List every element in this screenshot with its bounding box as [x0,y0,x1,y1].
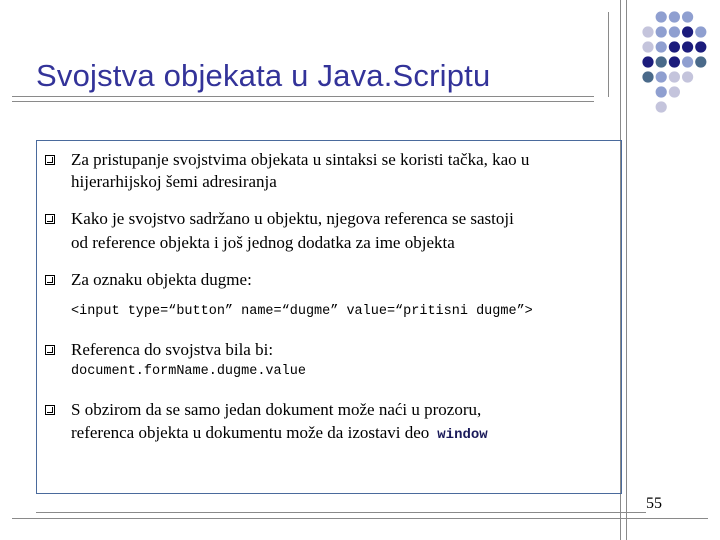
decor-dot [642,41,653,52]
bullet-3-code: <input type=“button” name=“dugme” value=“pritisni dugme”> [71,304,533,319]
decor-dot [656,71,667,82]
decor-dot [656,86,667,97]
decor-vertical-line-3 [626,0,627,540]
footer-line-top [36,512,646,513]
decor-dot [682,26,693,37]
decor-dot [695,56,706,67]
decor-dot [682,56,693,67]
bullet-3-line-1: Za oznaku objekta dugme: [71,270,252,289]
decor-dot [695,41,706,52]
bullet-1-checkbox-icon [45,155,55,165]
decor-vertical-line-1 [608,12,609,97]
bullet-5-checkbox-icon [45,405,55,415]
decor-dot [695,26,706,37]
window-keyword: window [437,427,488,443]
bullet-2-line-2: od reference objekta i još jednog dodatka za ime objekta [71,233,455,252]
bullet-2-checkbox-icon [45,214,55,224]
content-box [36,140,622,494]
decor-dot [669,86,680,97]
bullet-2-line-1: Kako je svojstvo sadržano u objektu, njegova referenca se sastoji [71,209,514,228]
decor-dot [642,56,653,67]
decor-dot [669,41,680,52]
bullet-5-line-2: referenca objekta u dokumentu može da izostavi deo [71,423,430,442]
decor-dot [656,101,667,112]
decor-dot [682,71,693,82]
bullet-1-line-1: Za pristupanje svojstvima objekata u sintaksi se koristi tačka, kao u [71,150,530,169]
bullet-3-checkbox-icon [45,275,55,285]
decor-dot [669,71,680,82]
title-underline-bottom [12,101,594,102]
bullet-5-line-1: S obzirom da se samo jedan dokument može naći u prozoru, [71,400,482,419]
decor-dot-grid [640,10,720,120]
decor-dot [642,71,653,82]
bullet-4-checkbox-icon [45,345,55,355]
title-underline-top [12,96,594,97]
decor-dot [669,56,680,67]
bullet-4-code: document.formName.dugme.value [71,364,306,379]
decor-dot [656,41,667,52]
decor-dot [682,11,693,22]
decor-dot [656,11,667,22]
decor-dot [642,26,653,37]
decor-dot [669,11,680,22]
decor-dot [656,56,667,67]
slide-title: Svojstva objekata u Java.Scriptu [36,58,491,93]
decor-dot [656,26,667,37]
decor-dot [669,26,680,37]
bullet-4-line-1: Referenca do svojstva bila bi: [71,340,274,359]
footer-line-bottom [12,518,708,519]
bullet-5-line-2-wrap [71,422,488,446]
decor-dot [682,41,693,52]
page-number: 55 [646,495,662,512]
bullet-1-line-2: hijerarhijskoj šemi adresiranja [71,172,277,191]
